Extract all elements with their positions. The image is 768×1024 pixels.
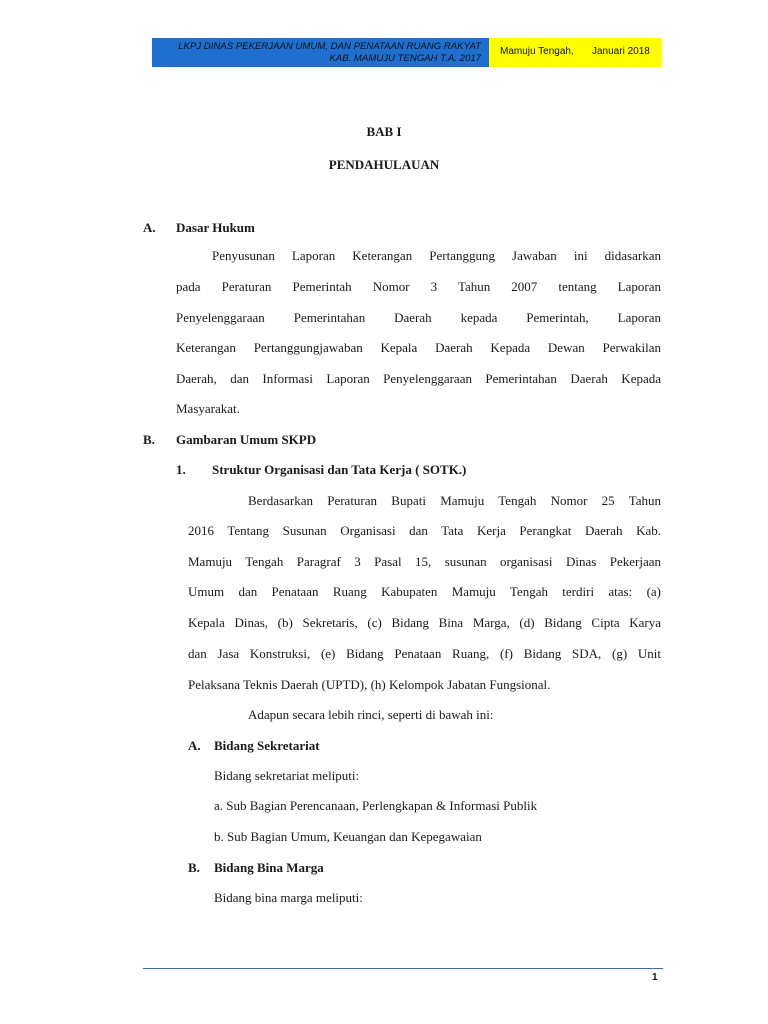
- footer-divider: [143, 968, 663, 969]
- section-a-line-6: Masyarakat.: [176, 401, 240, 416]
- sub-a-item-a: a. Sub Bagian Perencanaan, Perlengkapan & Informasi Publik: [214, 798, 538, 813]
- chapter-number: BAB I: [366, 124, 402, 139]
- section-a-line-1: Penyusunan Laporan Keterangan Pertanggung Jawaban ini didasarkan: [212, 248, 661, 263]
- item-1-heading: Struktur Organisasi dan Tata Kerja ( SOTK.): [212, 462, 467, 477]
- header-date: Januari 2018: [592, 46, 650, 57]
- item-1-line-2: 2016 Tentang Susunan Organisasi dan Tata Kerja Perangkat Daerah Kab.: [188, 523, 661, 538]
- chapter-title: PENDAHULAUAN: [328, 157, 440, 172]
- header-title-line-1: LKPJ DINAS PEKERJAAN UMUM, DAN PENATAAN RUANG RAKYAT: [178, 41, 481, 52]
- section-a-line-5: Daerah, dan Informasi Laporan Penyelenggaraan Pemerintahan Daerah Kepada: [176, 371, 661, 386]
- item-1-line-3: Mamuju Tengah Paragraf 3 Pasal 15, susunan organisasi Dinas Pekerjaan: [188, 554, 661, 569]
- section-b-marker: B.: [143, 432, 155, 447]
- header-title-line-2: KAB. MAMUJU TENGAH T.A. 2017: [329, 53, 481, 64]
- sub-b-intro: Bidang bina marga meliputi:: [214, 890, 363, 905]
- item-1-line-6: dan Jasa Konstruksi, (e) Bidang Penataan Ruang, (f) Bidang SDA, (g) Unit: [188, 646, 661, 661]
- sub-b-marker: B.: [188, 860, 200, 875]
- item-1-line-7: Pelaksana Teknis Daerah (UPTD), (h) Kelompok Jabatan Fungsional.: [188, 677, 551, 692]
- section-b-heading: Gambaran Umum SKPD: [176, 432, 317, 447]
- sub-a-heading: Bidang Sekretariat: [214, 738, 320, 753]
- page-number: 1: [652, 972, 658, 983]
- report-header-title: [152, 38, 489, 67]
- section-a-heading: Dasar Hukum: [176, 220, 255, 235]
- sub-a-intro: Bidang sekretariat meliputi:: [214, 768, 360, 783]
- item-1-detail-intro: Adapun secara lebih rinci, seperti di bawah ini:: [248, 707, 494, 722]
- sub-a-item-b: b. Sub Bagian Umum, Keuangan dan Kepegawaian: [214, 829, 482, 844]
- item-1-line-5: Kepala Dinas, (b) Sekretaris, (c) Bidang Bina Marga, (d) Bidang Cipta Karya: [188, 615, 661, 630]
- header-place: Mamuju Tengah,: [500, 46, 574, 57]
- sub-a-marker: A.: [188, 738, 201, 753]
- section-a-line-3: Penyelenggaraan Pemerintahan Daerah kepada Pemerintah, Laporan: [176, 310, 661, 325]
- report-header-date: [489, 38, 662, 67]
- sub-b-heading: Bidang Bina Marga: [214, 860, 324, 875]
- section-a-marker: A.: [143, 220, 156, 235]
- section-a-line-2: pada Peraturan Pemerintah Nomor 3 Tahun 2007 tentang Laporan: [176, 279, 661, 294]
- section-a-line-4: Keterangan Pertanggungjawaban Kepala Daerah Kepada Dewan Perwakilan: [176, 340, 661, 355]
- item-1-line-4: Umum dan Penataan Ruang Kabupaten Mamuju Tengah terdiri atas: (a): [188, 584, 661, 599]
- item-1-marker: 1.: [176, 462, 186, 477]
- item-1-line-1: Berdasarkan Peraturan Bupati Mamuju Tengah Nomor 25 Tahun: [248, 493, 661, 508]
